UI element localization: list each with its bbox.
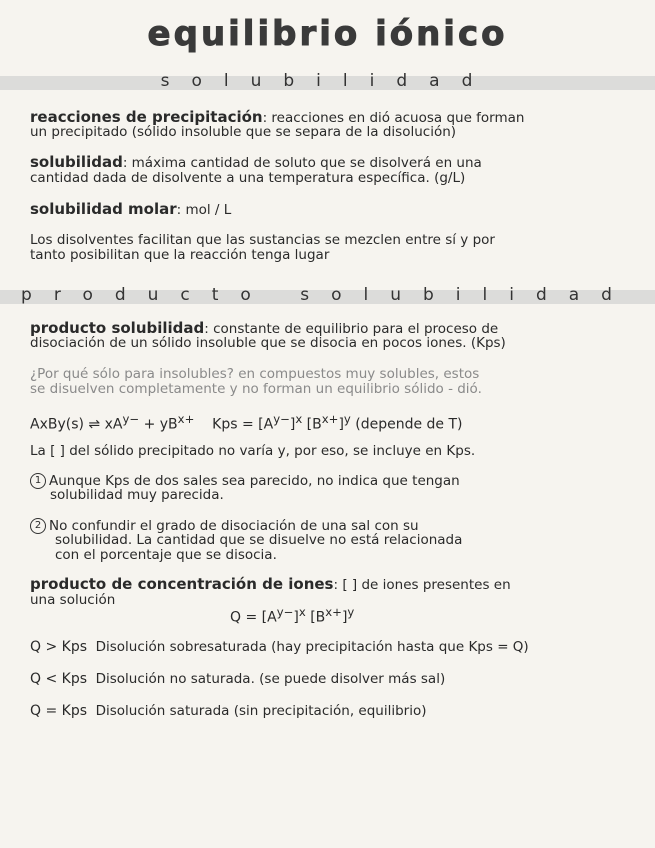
- conc-line-1: [30, 577, 630, 592]
- eq-kps: Kps = [A: [212, 416, 274, 433]
- term-precipitacion: reacciones de precipitación: [30, 108, 263, 126]
- eq-exp-2: x+: [177, 412, 195, 426]
- disolv-line-2: tanto posibilitan que la reacción tenga lugar: [30, 247, 330, 263]
- q-case-1: [30, 640, 630, 654]
- conc-def-1: : [ ] de iones presentes en: [333, 577, 511, 593]
- section-title-solubilidad: solubilidad: [160, 71, 495, 91]
- term-solubilidad-molar: solubilidad molar: [30, 200, 177, 218]
- q-start: Q = [A: [230, 609, 277, 626]
- note-2a: No confundir el grado de disociación de una sal con su: [49, 518, 419, 534]
- kps-equation: [30, 412, 630, 432]
- q-exp-2: x+: [325, 605, 342, 619]
- q-end: ]: [341, 609, 348, 626]
- term-solubilidad: solubilidad: [30, 153, 123, 171]
- eq-kps-x: x: [295, 412, 303, 426]
- q-case-2: [30, 672, 630, 686]
- q-case-3-text: Disolución saturada (sin precipitación, equilibrio): [95, 703, 427, 719]
- number-2-icon: 2: [30, 518, 46, 534]
- q-case-1-text: Disolución sobresaturada (hay precipitación hasta que Kps = Q): [95, 639, 529, 655]
- page-title: equilibrio iónico: [147, 14, 508, 54]
- note-2-line-3: con el porcentaje que se disocia.: [55, 547, 277, 563]
- q-b: [B: [305, 609, 326, 626]
- q-mid: ]: [293, 609, 299, 626]
- prod-def-1: : constante de equilibrio para el proceso de: [204, 321, 499, 337]
- q-case-1-label: Q > Kps: [30, 639, 88, 655]
- q-case-2-text: Disolución no saturada. (se puede disolver más sal): [95, 671, 446, 687]
- note-2-line-2: solubilidad. La cantidad que se disuelve no está relacionada: [55, 532, 463, 548]
- molar-def: : mol / L: [176, 202, 232, 218]
- precip-def-1: : reacciones en dió acuosa que forman: [262, 110, 525, 126]
- question-line-1: ¿Por qué sólo para insolubles? en compuestos muy solubles, estos: [30, 366, 480, 382]
- term-producto-solubilidad: producto solubilidad: [30, 319, 205, 337]
- precip-line-1: [30, 110, 630, 125]
- precip-line-2: un precipitado (sólido insoluble que se separa de la disolución): [30, 124, 457, 140]
- eq-kps-end: ]: [338, 416, 344, 433]
- molar-line: [30, 202, 630, 217]
- solid-note: La [ ] del sólido precipitado no varía y, por eso, se incluye en Kps.: [30, 443, 476, 459]
- eq-exp-1: y−: [122, 412, 140, 426]
- question-line-2: se disuelven completamente y no forman un equilibrio sólido - dió.: [30, 381, 482, 397]
- number-1-icon: 1: [30, 473, 46, 489]
- term-producto-concentracion: producto de concentración de iones: [30, 575, 334, 593]
- note-1-line-2: solubilidad muy parecida.: [50, 487, 224, 503]
- eq-mid: + yB: [139, 416, 178, 433]
- q-y: y: [347, 605, 355, 619]
- solub-line-2: cantidad dada de disolvente a una temperatura específica. (g/L): [30, 170, 466, 186]
- q-x: x: [298, 605, 306, 619]
- eq-note: (depende de T): [350, 416, 463, 433]
- prod-line-2: disociación de un sólido insoluble que se disocia en pocos iones. (Kps): [30, 335, 506, 351]
- eq-kps-y: y: [343, 412, 351, 426]
- eq-kps-mid: ]: [289, 416, 296, 433]
- q-formula: [230, 605, 480, 625]
- solub-def-1: : máxima cantidad de soluto que se disolverá en una: [122, 155, 482, 171]
- section-title-producto: producto solubilidad: [21, 285, 634, 305]
- conc-line-2: una solución: [30, 592, 116, 608]
- eq-kps-exp-2: x+: [321, 412, 339, 426]
- eq-left: AxBy(s) ⇌ xA: [30, 416, 123, 433]
- disolv-line-1: Los disolventes facilitan que las sustancias se mezclen entre sí y por: [30, 232, 495, 248]
- note-1a: Aunque Kps de dos sales sea parecido, no indica que tengan: [49, 473, 460, 489]
- eq-kps-exp-1: y−: [273, 412, 290, 426]
- eq-kps-b: [B: [302, 416, 322, 433]
- solub-line-1: [30, 155, 630, 170]
- q-case-3-label: Q = Kps: [30, 703, 88, 719]
- q-case-2-label: Q < Kps: [30, 671, 88, 687]
- q-case-3: [30, 704, 630, 718]
- q-exp-1: y−: [276, 605, 294, 619]
- prod-line-1: [30, 321, 630, 336]
